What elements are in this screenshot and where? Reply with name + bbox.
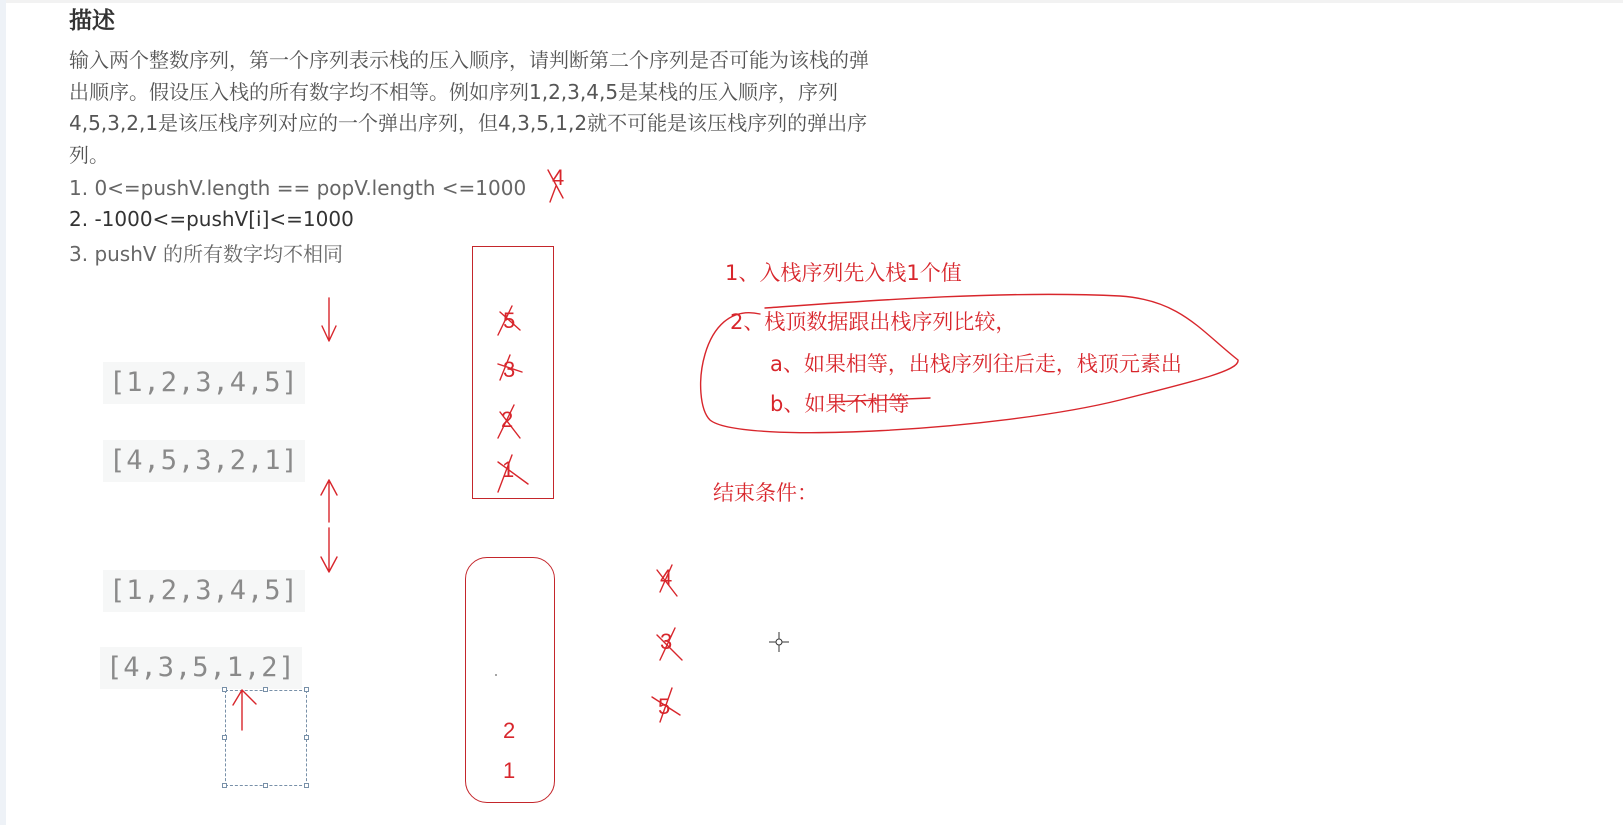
- step-2b: b、如果不相等: [770, 392, 910, 416]
- constraint-2: 2. -1000<=pushV[i]<=1000: [69, 207, 354, 231]
- down-arrow: [321, 528, 337, 572]
- description-line: 列。: [69, 142, 109, 167]
- constraint-3: 3. pushV 的所有数字均不相同: [69, 242, 343, 266]
- stack1-item: 5: [503, 308, 516, 333]
- popped-item: 4: [660, 565, 673, 590]
- pop-sequence-2: [4,3,5,1,2]: [100, 647, 302, 689]
- cross-mark-icon: [498, 306, 520, 335]
- popped-item: 5: [658, 694, 671, 719]
- end-condition: 结束条件：: [713, 481, 818, 505]
- cross-mark-icon: [548, 170, 563, 202]
- constraint-1: 1. 0<=pushV.length == popV.length <=1000: [69, 176, 527, 200]
- stack1-item: 3: [503, 357, 516, 382]
- cross-mark-icon: [498, 355, 522, 380]
- cross-mark-icon: [657, 565, 677, 596]
- section-heading: 描述: [69, 8, 115, 34]
- down-arrow: [322, 298, 336, 341]
- cross-mark-icon: [498, 405, 520, 438]
- stack1-item: 2: [501, 407, 514, 432]
- step-2: 2、栈顶数据跟出栈序列比较，: [730, 310, 1017, 334]
- description-line: 出顺序。假设压入栈的所有数字均不相等。例如序列1,2,3,4,5是某栈的压入顺序，序列: [69, 79, 839, 104]
- popped-item: 3: [660, 629, 673, 654]
- cross-mark-icon: [498, 455, 528, 492]
- crosshair-cursor-icon: [769, 632, 789, 652]
- floating-number-4: 4: [552, 165, 565, 190]
- cross-mark-icon: [657, 628, 682, 660]
- loop-curve: [701, 294, 1238, 432]
- description-line: 4,5,3,2,1是该压栈序列对应的一个弹出序列，但4,3,5,1,2就不可能是该压栈序列的弹出序: [69, 111, 868, 135]
- push-sequence-1: [1,2,3,4,5]: [103, 362, 305, 404]
- step-2a: a、如果相等，出栈序列往后走，栈顶元素出: [770, 352, 1182, 376]
- description-line: 输入两个整数序列，第一个序列表示栈的压入顺序，请判断第二个序列是否可能为该栈的弹: [69, 48, 869, 72]
- cross-mark-icon: [652, 688, 680, 722]
- step-1: 1、入栈序列先入栈1个值: [725, 261, 962, 285]
- up-arrow: [321, 480, 337, 522]
- stack2-item: 2: [503, 718, 516, 743]
- stack2-item: 1: [503, 758, 516, 783]
- dot-mark: [495, 674, 497, 676]
- stack1-item: 1: [502, 457, 515, 482]
- pop-sequence-1: [4,5,3,2,1]: [103, 440, 305, 482]
- strikethrough: [830, 398, 930, 402]
- push-sequence-2: [1,2,3,4,5]: [103, 570, 305, 612]
- up-arrow: [233, 690, 256, 730]
